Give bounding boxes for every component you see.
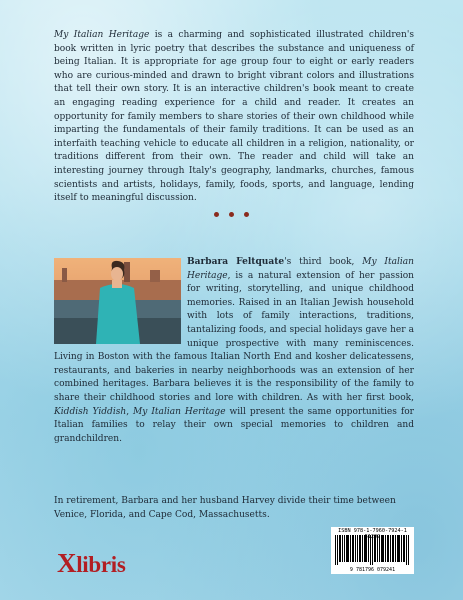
bio-text: 's third book, — [284, 257, 363, 267]
ean-number: 9 781796 079241 — [349, 567, 396, 573]
bio-text: , — [126, 406, 134, 417]
book-title: My Italian Heritage — [54, 30, 150, 40]
barcode-bars — [335, 535, 410, 565]
isbn-barcode — [331, 527, 414, 574]
author-bio — [54, 256, 414, 446]
divider-dot — [214, 212, 219, 217]
book-title: My Italian Heritage — [133, 406, 226, 417]
retirement-paragraph: In retirement, Barbara and her husband Harvey divide their time between Venice, Florida, and Cape Cod, Massachusetts. — [54, 496, 396, 520]
description-text: is a charming and sophisticated illustrated children's book written in lyric poetry that describes the substance and uniqueness of being Italian. It is appropriate for age group four to eight or early readers who are curious-minded and drawn to bright vibrant colors and illustrations that tell their own story. It is an interactive children's book meant to create an engaging reading experience for a child and reader. It creates an opportunity for family members to share stories of their own childhood while imparting the fundamentals of their family traditions. It can be used as an interfaith teaching vehicle to educate all children in a religion, nationality, or traditions different from their own. The reader and child will take an interesting journey through Italy's geography, landmarks, churches, famous scientists and artists, holidays, family, foods, sports, and language, lending itself to meaningful discussion. — [54, 30, 414, 204]
bio-text: , is a natural extension of her passion for writing, storytelling, and unique childhood memories. Raised in an Italian Jewish household with lots of family interactions, traditions, tantalizing foods, and special holidays gave her a unique prospective with many reminiscences. Living in Boston with the famous Italian North End and kosher delicatessens, restaurants, and bakeries in nearby neighborhoods was an extension of her combined heritages. Barbara believes it is the responsibility of the family to share their childhood stories and lore with children. As with her first book, — [54, 270, 414, 403]
section-divider — [0, 212, 463, 217]
publisher-logo — [57, 548, 126, 579]
photo-spacer — [54, 256, 187, 340]
first-book-title: Kiddish Yiddish — [54, 406, 127, 417]
divider-dot — [244, 212, 249, 217]
book-description — [54, 29, 414, 206]
isbn-text: ISBN 978-1-7960-7924-1 — [331, 528, 414, 540]
author-name: Barbara Feltquate — [187, 257, 285, 267]
bio-text: will present the same opportunities for Italian families to relay their own special memories to children and grandchildren. — [54, 406, 414, 444]
logo-initial: X — [57, 548, 77, 578]
logo-text: libris — [76, 552, 126, 577]
book-title: My Italian Heritage — [187, 257, 414, 281]
divider-dot — [229, 212, 234, 217]
